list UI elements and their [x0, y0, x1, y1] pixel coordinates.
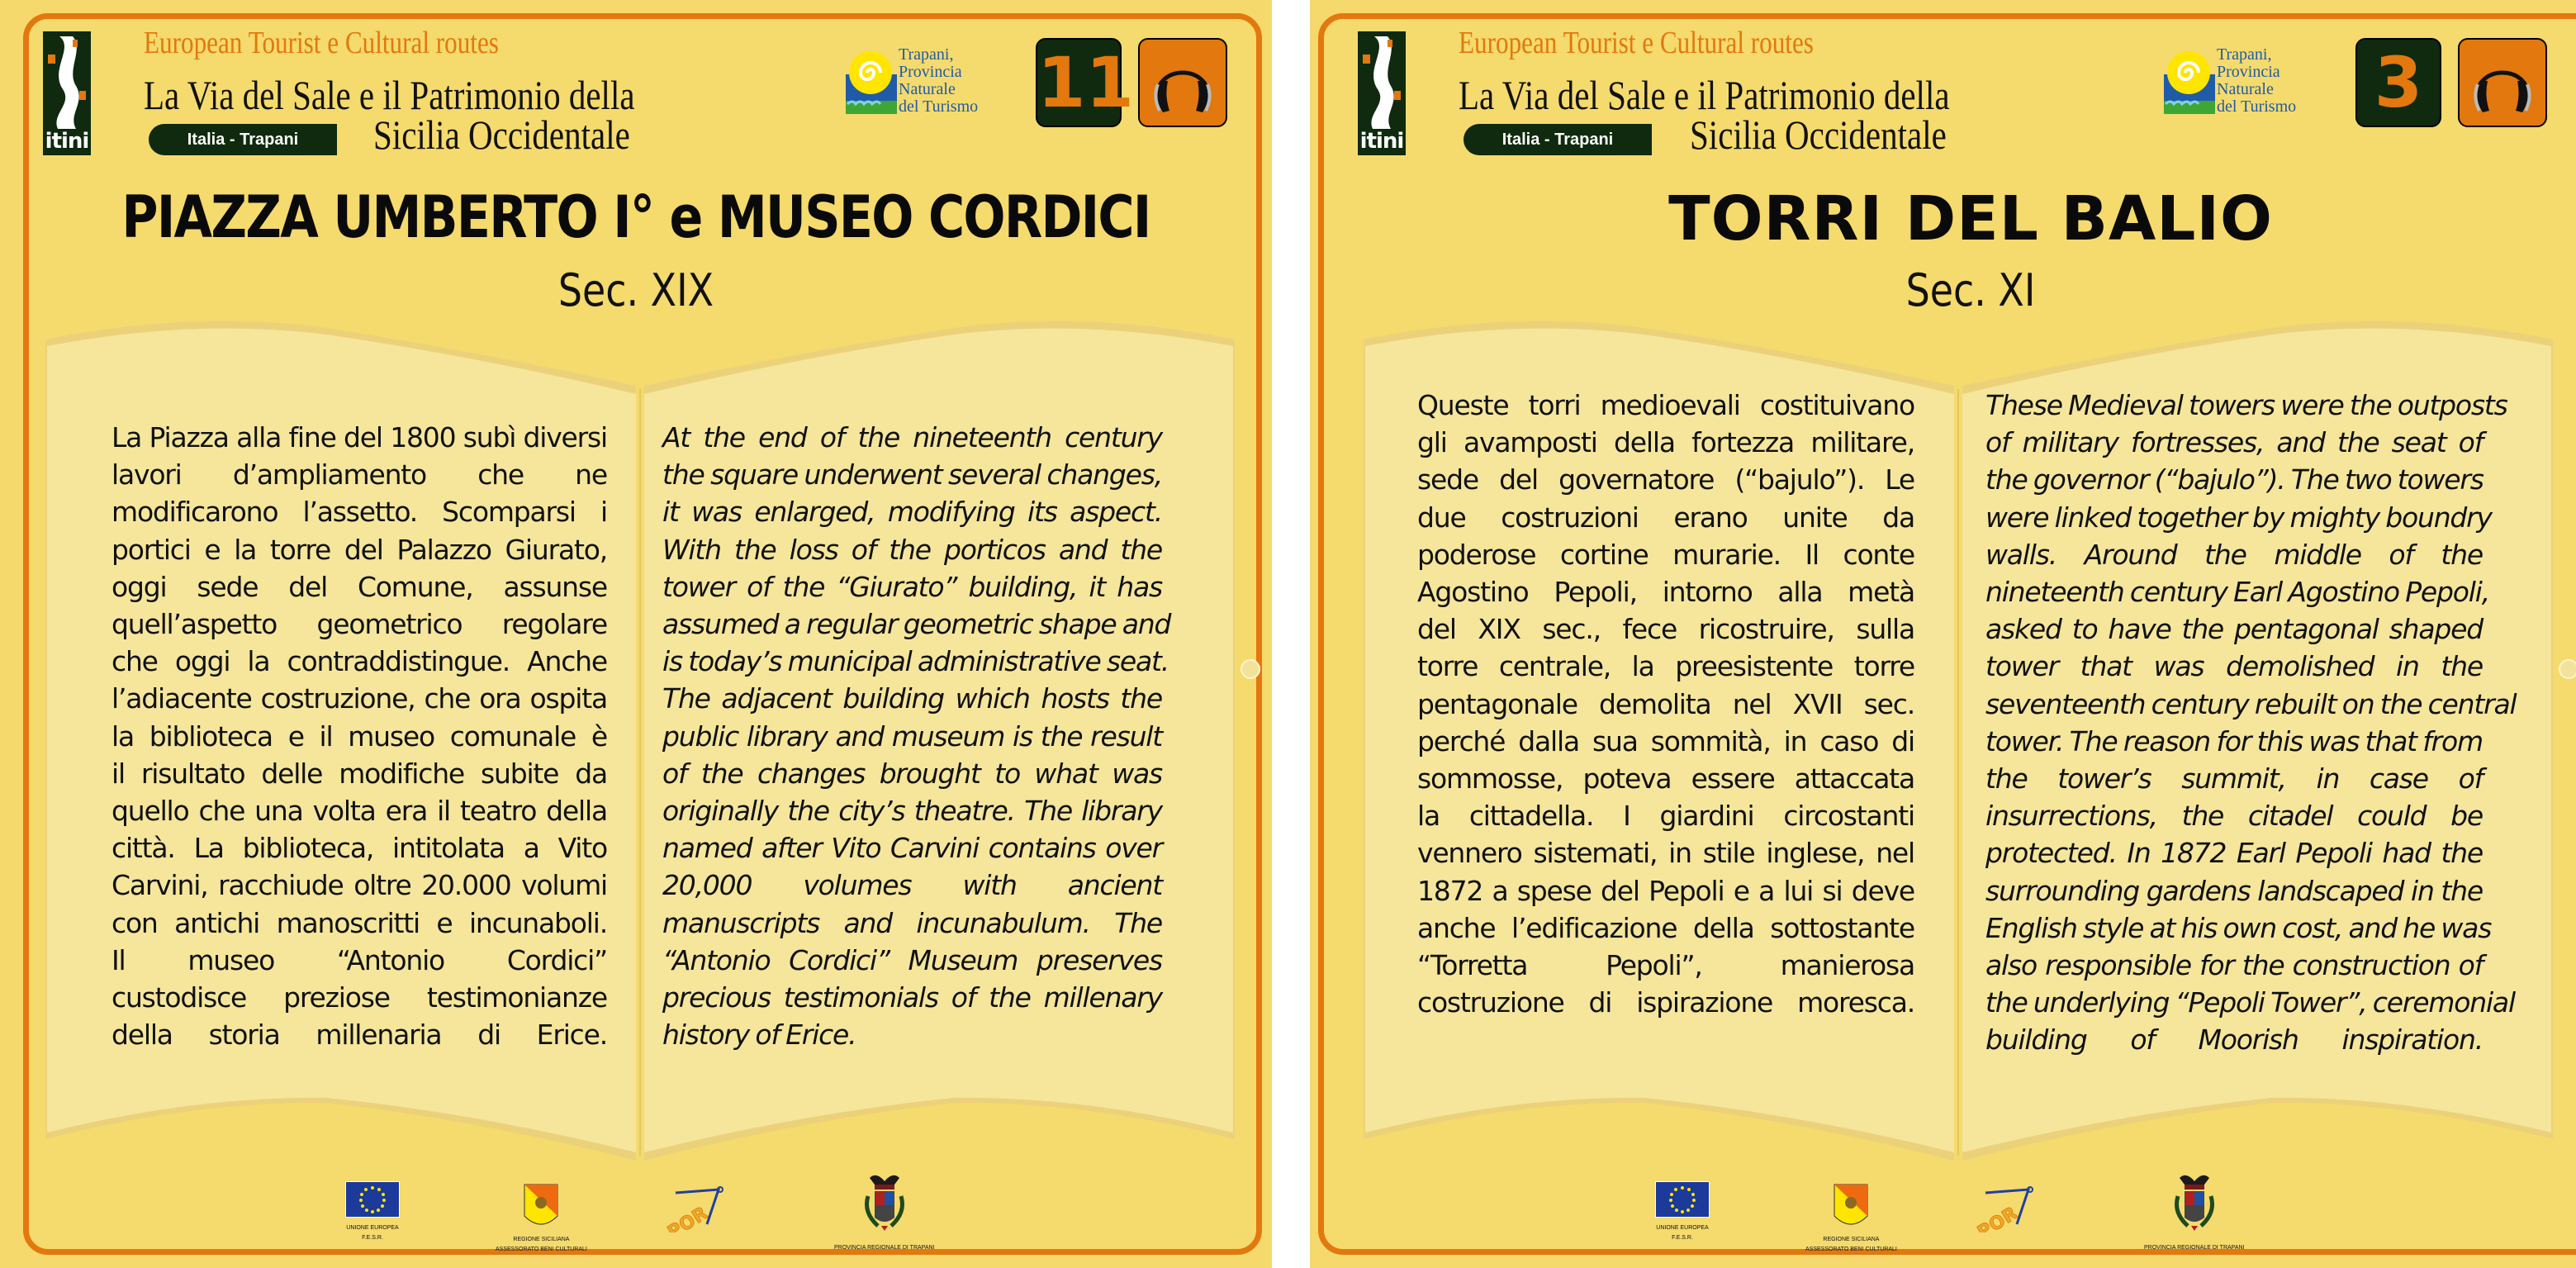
stop-number-badge: 11: [1036, 38, 1122, 127]
sponsor-caption: PROVINCIA REGIONALE DI TRAPANI: [834, 1245, 935, 1251]
text-line: history of Erice.: [662, 1019, 856, 1052]
sponsor-logos: [0, 1171, 1272, 1250]
sponsor-caption: F.E.S.R.: [1672, 1235, 1693, 1241]
text-line: pentagonale demolita nel XVII sec.: [1417, 687, 1914, 720]
location-pill: Italia - Trapani: [1464, 124, 1652, 155]
coat-of-arms-icon: [2170, 1171, 2219, 1237]
century-label: Sec. XIX: [557, 264, 714, 316]
text-line: 20,000 volumes with ancient: [662, 869, 1162, 902]
text-line: “Torretta Pepoli”, manierosa: [1417, 949, 1914, 982]
route-title-line2: Sicilia Occidentale: [1690, 112, 1947, 158]
panel-right-torri-del-balio: [1310, 0, 2576, 1268]
text-line: the underlying “Pepoli Tower”, ceremonial: [1985, 986, 2515, 1019]
text-line: protected. In 1872 Earl Pepoli had the: [1985, 837, 2483, 870]
sun-spiral-icon: [842, 50, 902, 116]
text-line: “Antonio Cordici” Museum preserves: [662, 943, 1162, 976]
tourism-logo: [842, 43, 999, 121]
route-title-line1: La Via del Sale e il Patrimonio della: [144, 72, 635, 118]
text-line: asked to have the pentagonal shaped: [1985, 613, 2483, 646]
text-line: oggi sede del Comune, assunse: [111, 570, 607, 603]
text-line: were linked together by mighty boundry: [1985, 501, 2492, 534]
tourism-logo-line: del Turismo: [2217, 97, 2297, 116]
seal-icon: [2559, 659, 2576, 679]
text-line: città. La biblioteca, intitolata a Vito: [111, 832, 607, 865]
sponsor-caption: REGIONE SICILIANA: [513, 1237, 570, 1242]
text-line: due costruzioni erano unite da: [1417, 501, 1914, 534]
english-text-column: [1985, 387, 2517, 1059]
text-line: Agostino Pepoli, intorno alla metà: [1417, 576, 1914, 609]
text-line: English style at his own cost, and he was: [1985, 911, 2492, 944]
text-line: il risultato delle modifiche subite da: [111, 757, 607, 790]
stop-number-badge: 3: [2355, 38, 2441, 127]
text-line: tower that was demolished in the: [1985, 650, 2483, 683]
text-line: With the loss of the porticos and the: [662, 533, 1162, 566]
text-line: custodisce preziose testimonianze: [111, 981, 607, 1014]
regione-siciliana-logo: [496, 1183, 587, 1253]
page-title: PIAZZA UMBERTO I° e MUSEO CORDICI: [121, 183, 1150, 251]
provincia-trapani-logo: [2144, 1171, 2245, 1251]
eu-flag-icon: [1655, 1181, 1710, 1218]
text-line: torre centrale, la preesistente torre: [1417, 650, 1914, 683]
sponsor-caption: F.E.S.R.: [362, 1235, 383, 1241]
text-line: portici e la torre del Palazzo Giurato,: [111, 533, 607, 566]
tourism-logo-line: Provincia: [899, 63, 962, 81]
text-line: named after Vito Carvini contains over: [662, 832, 1162, 865]
text-line: che oggi la contraddistingue. Anche: [111, 645, 607, 678]
seal-icon: [1241, 659, 1260, 679]
eu-flag-icon: [345, 1181, 400, 1218]
text-line: vennero sistemati, in stile inglese, nel: [1417, 837, 1914, 870]
eu-flag-logo: [1655, 1181, 1710, 1242]
tourism-logo-line: Naturale: [2217, 80, 2274, 98]
text-line: Queste torri medioevali costituivano: [1417, 389, 1914, 421]
text-line: tower of the “Giurato” building, it has: [662, 570, 1162, 603]
sicily-shield-icon: [523, 1183, 559, 1229]
text-line: it was enlarged, modifying its aspect.: [662, 496, 1162, 529]
text-line: lavori d’ampliamento che ne: [111, 458, 607, 492]
regione-siciliana-logo: [1805, 1183, 1897, 1253]
text-line: of the changes brought to what was: [662, 757, 1162, 790]
text-line: the governor (“bajulo”). The two towers: [1985, 463, 2483, 496]
text-line: quello che una volta era il teatro della: [111, 795, 607, 828]
text-line: public library and museum is the result: [662, 719, 1162, 753]
text-line: 1872 a spese del Pepoli e a lui si deve: [1417, 874, 1914, 907]
por-icon: [1971, 1186, 2037, 1232]
sponsor-caption: ASSESSORATO BENI CULTURALI: [1805, 1247, 1897, 1252]
text-line: l’adiacente costruzione, che ora ospita: [111, 682, 607, 715]
text-line: Carvini, racchiude oltre 20.000 volumi: [111, 869, 607, 902]
text-line: assumed a regular geometric shape and: [662, 608, 1171, 641]
text-line: della storia millenaria di Erice.: [111, 1019, 607, 1052]
route-subtitle: European Tourist e Cultural routes: [144, 26, 499, 60]
itini-logo-word: itini: [1359, 129, 1404, 154]
text-line: of military fortresses, and the seat of: [1985, 426, 2483, 459]
sicily-shield-icon: [1833, 1183, 1869, 1229]
provincia-trapani-logo: [834, 1171, 935, 1251]
text-line: tower. The reason for this was that from: [1985, 724, 2483, 757]
text-line: also responsible for the construction of: [1985, 949, 2483, 982]
route-title-line2: Sicilia Occidentale: [373, 112, 630, 158]
text-line: building of Moorish inspiration.: [1985, 1023, 2483, 1057]
text-line: perché dalla sua sommità, in caso di: [1417, 724, 1914, 757]
tourism-logo-line: Trapani,: [899, 45, 954, 64]
location-pill: Italia - Trapani: [149, 124, 337, 155]
tourism-logo-line: Provincia: [2217, 63, 2280, 81]
text-line: originally the city’s theatre. The library: [662, 795, 1162, 828]
text-line: surrounding gardens landscaped in the: [1985, 874, 2483, 907]
text-line: sommosse, poteva essere attaccata: [1417, 762, 1914, 795]
itini-logo: [1358, 31, 1406, 155]
eu-flag-logo: [345, 1181, 400, 1242]
sun-spiral-icon: [2161, 50, 2220, 116]
text-line: nineteenth century Earl Agostino Pepoli,: [1985, 576, 2489, 609]
text-line: gli avamposti della fortezza militare,: [1417, 426, 1914, 459]
text-line: quell’aspetto geometrico regolare: [111, 608, 607, 641]
text-line: insurrections, the citadel could be: [1985, 800, 2483, 833]
por-logo: [661, 1186, 727, 1237]
tourism-logo-line: del Turismo: [899, 97, 979, 116]
text-line: sede del governatore (“bajulo”). Le: [1417, 463, 1914, 496]
panel-left-piazza-umberto: [0, 0, 1272, 1268]
por-logo-text: POR: [664, 1203, 712, 1232]
sponsor-caption: ASSESSORATO BENI CULTURALI: [496, 1247, 587, 1252]
text-line: These Medieval towers were the outposts: [1985, 389, 2507, 421]
text-line: poderose cortine murarie. Il conte: [1417, 538, 1914, 571]
itini-logo-word: itini: [45, 129, 89, 154]
headphones-icon: [1140, 40, 1226, 126]
edge-watermark-stamp: [1239, 570, 1264, 694]
audio-guide-button[interactable]: [1138, 38, 1227, 127]
text-line: la cittadella. I giardini circostanti: [1417, 800, 1914, 833]
text-line: manuscripts and incunabulum. The: [662, 906, 1162, 939]
edge-watermark-stamp: [2557, 570, 2576, 694]
text-line: seventeenth century rebuilt on the central: [1985, 687, 2517, 720]
sponsor-caption: REGIONE SICILIANA: [1823, 1237, 1880, 1242]
por-logo-text: POR: [1974, 1203, 2022, 1232]
text-line: con antichi manoscritti e incunaboli.: [111, 906, 607, 939]
text-line: del XIX sec., fece ricostruire, sulla: [1417, 613, 1914, 646]
text-line: At the end of the nineteenth century: [662, 421, 1162, 454]
sponsor-caption: UNIONE EUROPEA: [346, 1225, 399, 1231]
tourism-logo: [2161, 43, 2317, 121]
itini-logo: [43, 31, 91, 155]
headphones-icon: [2460, 40, 2545, 126]
tourism-logo-line: Trapani,: [2217, 45, 2272, 64]
text-line: the tower’s summit, in case of: [1985, 762, 2483, 795]
audio-guide-button[interactable]: [2458, 38, 2547, 127]
route-subtitle: European Tourist e Cultural routes: [1459, 26, 1814, 60]
text-line: is today’s municipal administrative seat.: [662, 645, 1169, 678]
text-line: La Piazza alla fine del 1800 subì diversi: [111, 421, 607, 454]
text-line: The adjacent building which hosts the: [662, 682, 1162, 715]
italian-text-column: [111, 419, 607, 1053]
page-title: TORRI DEL BALIO: [1668, 183, 2273, 254]
text-line: the square underwent several changes,: [662, 458, 1162, 492]
century-label: Sec. XI: [1905, 264, 2036, 316]
tourism-logo-line: Naturale: [899, 80, 956, 98]
sponsor-caption: PROVINCIA REGIONALE DI TRAPANI: [2144, 1245, 2245, 1251]
english-text-column: [662, 419, 1171, 1053]
coat-of-arms-icon: [860, 1171, 909, 1237]
italian-text-column: [1417, 387, 1914, 1021]
sponsor-caption: UNIONE EUROPEA: [1656, 1225, 1709, 1231]
text-line: anche l’edificazione della sottostante: [1417, 911, 1914, 944]
sponsor-logos: [1310, 1171, 2576, 1250]
por-logo: [1971, 1186, 2037, 1237]
por-icon: [661, 1186, 727, 1232]
text-line: precious testimonials of the millenary: [662, 981, 1162, 1014]
text-line: la biblioteca e il museo comunale è: [111, 719, 607, 753]
route-title-line1: La Via del Sale e il Patrimonio della: [1459, 72, 1950, 118]
text-line: Il museo “Antonio Cordici”: [111, 943, 607, 976]
text-line: modificarono l’assetto. Scomparsi i: [111, 496, 607, 529]
text-line: costruzione di ispirazione moresca.: [1417, 986, 1914, 1019]
text-line: walls. Around the middle of the: [1985, 538, 2483, 571]
